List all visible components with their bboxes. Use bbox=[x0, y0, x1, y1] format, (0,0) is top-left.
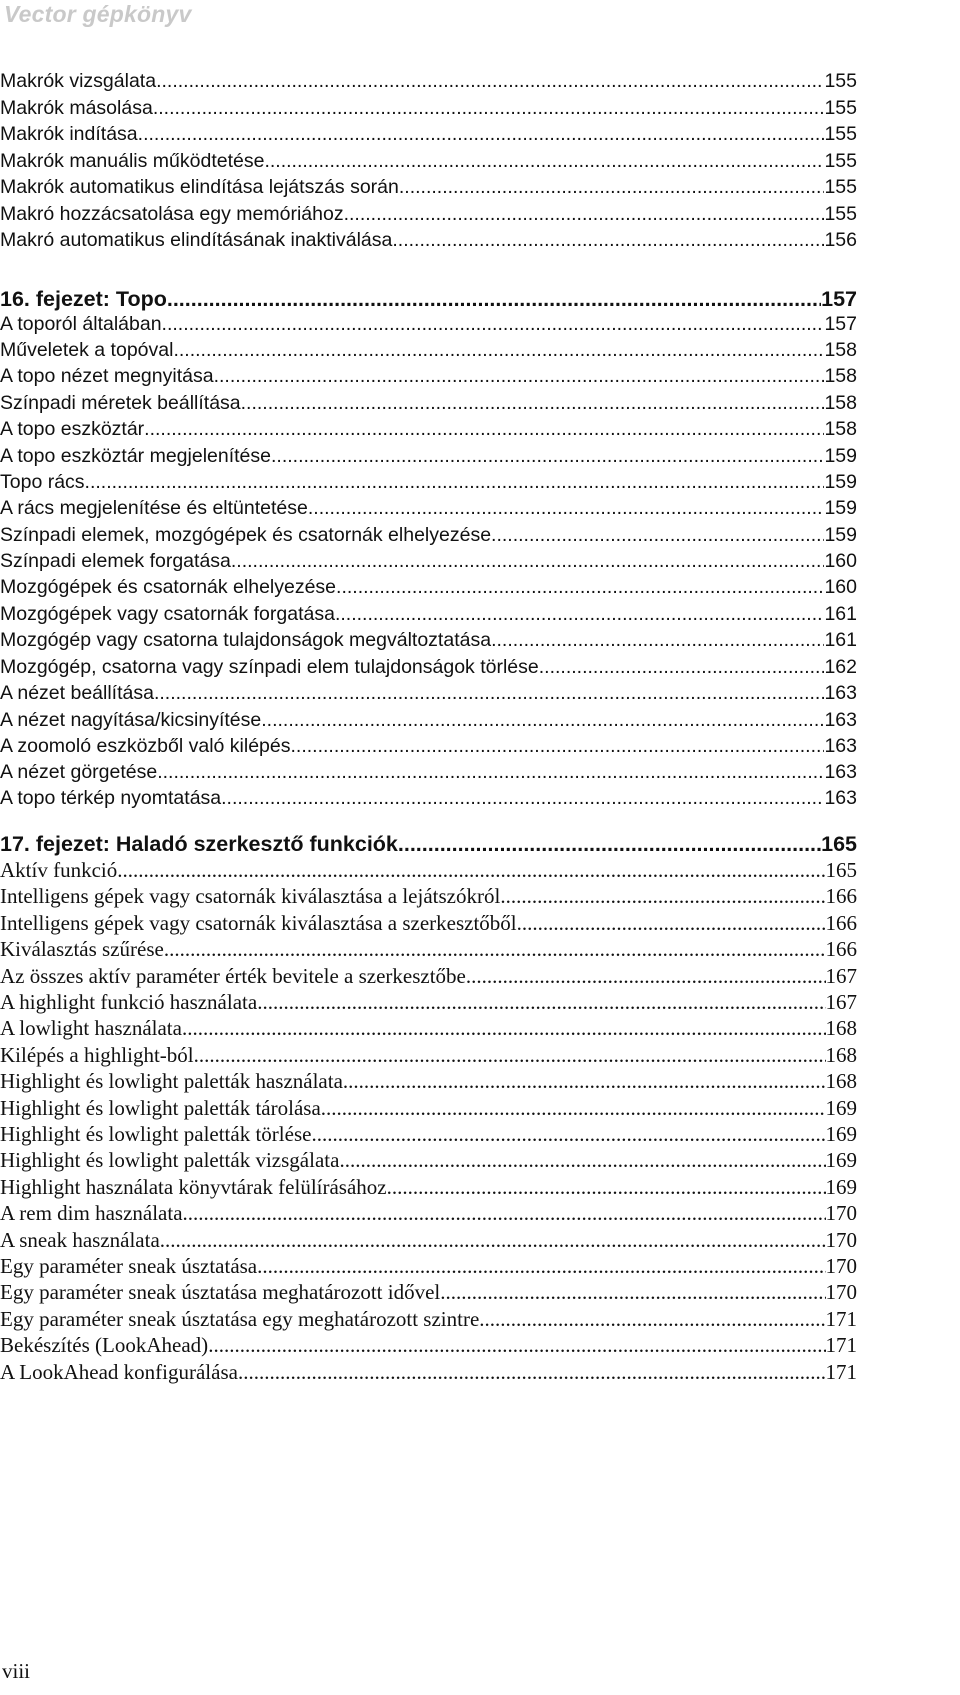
toc-entry-title: Egy paraméter sneak úsztatása egy meghatározott szintre bbox=[0, 1307, 480, 1331]
toc-entry-title: Színpadi elemek, mozgógépek és csatornák elhelyezése bbox=[0, 524, 492, 546]
toc-entry[interactable] bbox=[0, 550, 857, 573]
toc-entry-title: Highlight és lowlight paletták tárolása bbox=[0, 1096, 321, 1120]
toc-entry[interactable] bbox=[0, 123, 857, 146]
toc-dot-leader bbox=[173, 339, 824, 362]
toc-dot-leader bbox=[157, 761, 824, 784]
toc-entry-title: Topo rács bbox=[0, 471, 85, 493]
toc-entry[interactable] bbox=[0, 497, 857, 520]
toc-entry-title: A lowlight használata bbox=[0, 1016, 182, 1040]
toc-entry-title: Egy paraméter sneak úsztatása meghatározott idővel bbox=[0, 1280, 441, 1304]
toc-entry-title: Makrók vizsgálata bbox=[0, 70, 157, 92]
toc-page-number: 162 bbox=[824, 656, 857, 678]
toc-entry-title: Highlight és lowlight paletták törlése bbox=[0, 1122, 312, 1146]
toc-page-number: 159 bbox=[824, 471, 857, 493]
toc-entry[interactable] bbox=[0, 656, 857, 679]
toc-entry[interactable] bbox=[0, 709, 857, 732]
toc-page-number: 157 bbox=[824, 313, 857, 335]
toc-page-number: 165 bbox=[825, 858, 857, 882]
toc-entry-title: A topo eszköztár megjelenítése bbox=[0, 445, 271, 467]
toc-page-number: 163 bbox=[824, 735, 857, 757]
toc-entry-title: Műveletek a topóval bbox=[0, 339, 174, 361]
toc-entry-title: Makrók manuális működtetése bbox=[0, 150, 265, 172]
toc-entry[interactable] bbox=[0, 176, 857, 199]
toc-entry[interactable] bbox=[0, 1043, 857, 1068]
toc-entry[interactable] bbox=[0, 229, 857, 252]
toc-entry[interactable] bbox=[0, 524, 857, 547]
toc-dot-leader bbox=[264, 150, 824, 173]
toc-dot-leader bbox=[321, 1096, 826, 1121]
toc-dot-leader bbox=[208, 1333, 825, 1358]
toc-dot-leader bbox=[399, 176, 825, 199]
toc-page-number: 155 bbox=[824, 203, 857, 225]
toc-dot-leader bbox=[167, 287, 821, 312]
toc-entry[interactable] bbox=[0, 471, 857, 494]
toc-page-number: 166 bbox=[825, 937, 857, 961]
toc-dot-leader bbox=[183, 1201, 826, 1226]
toc-dot-leader bbox=[339, 1148, 825, 1173]
toc-entry-title: A rem dim használata bbox=[0, 1201, 183, 1225]
toc-dot-leader bbox=[257, 1254, 825, 1279]
toc-page-number: 161 bbox=[824, 603, 857, 625]
toc-entry-title: Egy paraméter sneak úsztatása bbox=[0, 1254, 258, 1278]
toc-dot-leader bbox=[85, 471, 825, 494]
toc-entry-title: Kilépés a highlight-ból bbox=[0, 1043, 194, 1067]
toc-entry[interactable] bbox=[0, 937, 857, 962]
toc-dot-leader bbox=[160, 1228, 826, 1253]
toc-page-number: 165 bbox=[821, 832, 857, 856]
toc-entry[interactable] bbox=[0, 97, 857, 120]
toc-entry-title: 17. fejezet: Haladó szerkesztő funkciók bbox=[0, 832, 398, 856]
toc-dot-leader bbox=[392, 229, 824, 252]
toc-entry-title: Bekészítés (LookAhead) bbox=[0, 1333, 209, 1357]
toc-dot-leader bbox=[156, 70, 824, 93]
toc-entry[interactable] bbox=[0, 1307, 857, 1332]
toc-entry[interactable] bbox=[0, 761, 857, 784]
toc-dot-leader bbox=[344, 203, 825, 226]
toc-page-number: 159 bbox=[824, 497, 857, 519]
toc-page-number: 158 bbox=[824, 392, 857, 414]
toc-entry-title: Mozgógép, csatorna vagy színpadi elem tulajdonságok törlése bbox=[0, 656, 539, 678]
toc-dot-leader bbox=[138, 123, 825, 146]
toc-entry-title: A topo nézet megnyitása bbox=[0, 365, 214, 387]
toc-entry-title: A zoomoló eszközből való kilépés bbox=[0, 735, 291, 757]
toc-entry[interactable] bbox=[0, 576, 857, 599]
toc-page-number: 157 bbox=[821, 287, 857, 311]
toc-page-number: 155 bbox=[824, 123, 857, 145]
toc-dot-leader bbox=[182, 1016, 826, 1041]
toc-entry[interactable] bbox=[0, 682, 857, 705]
toc-dot-leader bbox=[440, 1280, 825, 1305]
toc-page-number: 169 bbox=[825, 1148, 857, 1172]
toc-page-number: 158 bbox=[824, 418, 857, 440]
toc-dot-leader bbox=[335, 603, 825, 626]
toc-entry[interactable] bbox=[0, 858, 857, 883]
toc-entry-title: Mozgógépek és csatornák elhelyezése bbox=[0, 576, 337, 598]
toc-entry[interactable] bbox=[0, 629, 857, 652]
toc-entry[interactable] bbox=[0, 1333, 857, 1358]
toc-entry-title: Színpadi méretek beállítása bbox=[0, 392, 241, 414]
toc-dot-leader bbox=[214, 365, 825, 388]
toc-entry[interactable] bbox=[0, 1148, 857, 1173]
toc-entry-title: A highlight funkció használata bbox=[0, 990, 258, 1014]
toc-entry-title: A toporól általában bbox=[0, 313, 162, 335]
toc-page-number: 168 bbox=[825, 1043, 857, 1067]
toc-entry-title: Kiválasztás szűrése bbox=[0, 937, 164, 961]
toc-entry[interactable] bbox=[0, 884, 857, 909]
toc-dot-leader bbox=[257, 990, 825, 1015]
toc-entry-title: A LookAhead konfigurálása bbox=[0, 1360, 238, 1384]
toc-entry[interactable] bbox=[0, 1069, 857, 1094]
toc-entry[interactable] bbox=[0, 339, 857, 362]
toc-page-number: 170 bbox=[825, 1201, 857, 1225]
toc-page-number: 155 bbox=[824, 150, 857, 172]
toc-dot-leader bbox=[241, 392, 825, 415]
toc-page-number: 155 bbox=[824, 97, 857, 119]
toc-entry-title: Highlight és lowlight paletták vizsgálata bbox=[0, 1148, 340, 1172]
toc-dot-leader bbox=[231, 550, 825, 573]
toc-page-number: 171 bbox=[825, 1360, 857, 1384]
toc-page-number: 167 bbox=[825, 990, 857, 1014]
toc-page-number: 159 bbox=[824, 524, 857, 546]
toc-entry[interactable] bbox=[0, 70, 857, 93]
toc-entry[interactable] bbox=[0, 365, 857, 388]
toc-page-number: 156 bbox=[824, 229, 857, 251]
toc-dot-leader bbox=[343, 1069, 826, 1094]
toc-entry[interactable] bbox=[0, 990, 857, 1015]
running-header: Vector gépkönyv bbox=[4, 1, 192, 27]
toc-entry[interactable] bbox=[0, 1280, 857, 1305]
toc-entry-title: A nézet beállítása bbox=[0, 682, 154, 704]
toc-page-number: 163 bbox=[824, 787, 857, 809]
toc-page-number: 158 bbox=[824, 339, 857, 361]
toc-entry[interactable] bbox=[0, 150, 857, 173]
toc-dot-leader bbox=[308, 497, 825, 520]
toc-page-number: 168 bbox=[825, 1016, 857, 1040]
toc-page-number: 169 bbox=[825, 1122, 857, 1146]
toc-dot-leader bbox=[387, 1175, 826, 1200]
toc-entry-title: A nézet nagyítása/kicsinyítése bbox=[0, 709, 262, 731]
toc-dot-leader bbox=[162, 313, 825, 336]
toc-page-number: 169 bbox=[825, 1096, 857, 1120]
toc-dot-leader bbox=[479, 1307, 825, 1332]
toc-entry-title: Mozgógépek vagy csatornák forgatása bbox=[0, 603, 335, 625]
toc-entry-title: Makrók másolása bbox=[0, 97, 153, 119]
toc-chapter-heading[interactable] bbox=[0, 287, 857, 312]
toc-dot-leader bbox=[153, 97, 825, 120]
page-number: viii bbox=[2, 1659, 31, 1683]
toc-dot-leader bbox=[194, 1043, 826, 1068]
toc-entry[interactable] bbox=[0, 313, 857, 336]
toc-dot-leader bbox=[491, 524, 824, 547]
toc-entry[interactable] bbox=[0, 1228, 857, 1253]
toc-entry-title: A rács megjelenítése és eltüntetése bbox=[0, 497, 308, 519]
toc-entry[interactable] bbox=[0, 1254, 857, 1279]
toc-entry-title: Intelligens gépek vagy csatornák kiválasztása a szerkesztőből bbox=[0, 911, 517, 935]
toc-entry[interactable] bbox=[0, 1096, 857, 1121]
toc-page-number: 163 bbox=[824, 709, 857, 731]
toc-page-number: 158 bbox=[824, 365, 857, 387]
toc-entry-title: Makrók indítása bbox=[0, 123, 138, 145]
toc-dot-leader bbox=[154, 682, 825, 705]
toc-page-number: 166 bbox=[825, 884, 857, 908]
toc-dot-leader bbox=[500, 884, 825, 909]
toc-page-number: 163 bbox=[824, 682, 857, 704]
toc-page-number: 166 bbox=[825, 911, 857, 935]
toc-page-number: 168 bbox=[825, 1069, 857, 1093]
toc-page-number: 159 bbox=[824, 445, 857, 467]
toc-entry-title: Az összes aktív paraméter érték bevitele a szerkesztőbe bbox=[0, 964, 466, 988]
toc-entry-title: Intelligens gépek vagy csatornák kiválasztása a lejátszókról bbox=[0, 884, 501, 908]
toc-entry[interactable] bbox=[0, 1360, 857, 1385]
toc-entry-title: Makró hozzácsatolása egy memóriához bbox=[0, 203, 344, 225]
toc-entry-title: Highlight és lowlight paletták használata bbox=[0, 1069, 343, 1093]
toc-page-number: 167 bbox=[825, 964, 857, 988]
toc-page-number: 171 bbox=[825, 1307, 857, 1331]
toc-page-number: 155 bbox=[824, 70, 857, 92]
toc-page-number: 169 bbox=[825, 1175, 857, 1199]
toc-entry[interactable] bbox=[0, 1175, 857, 1200]
toc-dot-leader bbox=[466, 964, 826, 989]
toc-entry[interactable] bbox=[0, 1016, 857, 1041]
toc-page-number: 170 bbox=[825, 1254, 857, 1278]
toc-dot-leader bbox=[539, 656, 825, 679]
toc-entry-title: Highlight használata könyvtárak felülírásához bbox=[0, 1175, 387, 1199]
toc-entry-title: 16. fejezet: Topo bbox=[0, 287, 167, 311]
toc-entry-title: A nézet görgetése bbox=[0, 761, 158, 783]
toc-dot-leader bbox=[398, 832, 821, 857]
toc-page-number: 163 bbox=[824, 761, 857, 783]
toc-entry[interactable] bbox=[0, 203, 857, 226]
toc-dot-leader bbox=[517, 911, 826, 936]
toc-entry[interactable] bbox=[0, 603, 857, 626]
toc-page-number: 171 bbox=[825, 1333, 857, 1357]
toc-entry-title: Makró automatikus elindításának inaktiválása bbox=[0, 229, 393, 251]
toc-entry[interactable] bbox=[0, 964, 857, 989]
toc-dot-leader bbox=[311, 1122, 825, 1147]
toc-page-number: 155 bbox=[824, 176, 857, 198]
toc-dot-leader bbox=[164, 937, 826, 962]
toc-page-number: 170 bbox=[825, 1280, 857, 1304]
toc-page-number: 161 bbox=[824, 629, 857, 651]
toc-dot-leader bbox=[221, 787, 824, 810]
toc-entry-title: A sneak használata bbox=[0, 1228, 160, 1252]
toc-dot-leader bbox=[491, 629, 824, 652]
toc-entry[interactable] bbox=[0, 418, 857, 441]
toc-entry-title: Aktív funkció bbox=[0, 858, 118, 882]
toc-entry[interactable] bbox=[0, 787, 857, 810]
toc-entry-title: Mozgógép vagy csatorna tulajdonságok megváltoztatása bbox=[0, 629, 492, 651]
toc-entry[interactable] bbox=[0, 445, 857, 468]
toc-dot-leader bbox=[336, 576, 824, 599]
toc-entry[interactable] bbox=[0, 735, 857, 758]
toc-entry[interactable] bbox=[0, 1122, 857, 1147]
toc-entry[interactable] bbox=[0, 911, 857, 936]
toc-entry-title: A topo térkép nyomtatása bbox=[0, 787, 222, 809]
toc-entry-title: A topo eszköztár bbox=[0, 418, 145, 440]
toc-dot-leader bbox=[261, 709, 824, 732]
toc-entry[interactable] bbox=[0, 1201, 857, 1226]
toc-dot-leader bbox=[271, 445, 824, 468]
toc-chapter-heading[interactable] bbox=[0, 832, 857, 857]
toc-dot-leader bbox=[291, 735, 825, 758]
toc-entry[interactable] bbox=[0, 392, 857, 415]
toc-page-number: 170 bbox=[825, 1228, 857, 1252]
toc-dot-leader bbox=[238, 1360, 826, 1385]
toc-page-number: 160 bbox=[824, 550, 857, 572]
toc-entry-title: Makrók automatikus elindítása lejátszás során bbox=[0, 176, 399, 198]
toc-dot-leader bbox=[144, 418, 824, 441]
toc-page-number: 160 bbox=[824, 576, 857, 598]
toc-dot-leader bbox=[117, 858, 825, 883]
toc-entry-title: Színpadi elemek forgatása bbox=[0, 550, 231, 572]
